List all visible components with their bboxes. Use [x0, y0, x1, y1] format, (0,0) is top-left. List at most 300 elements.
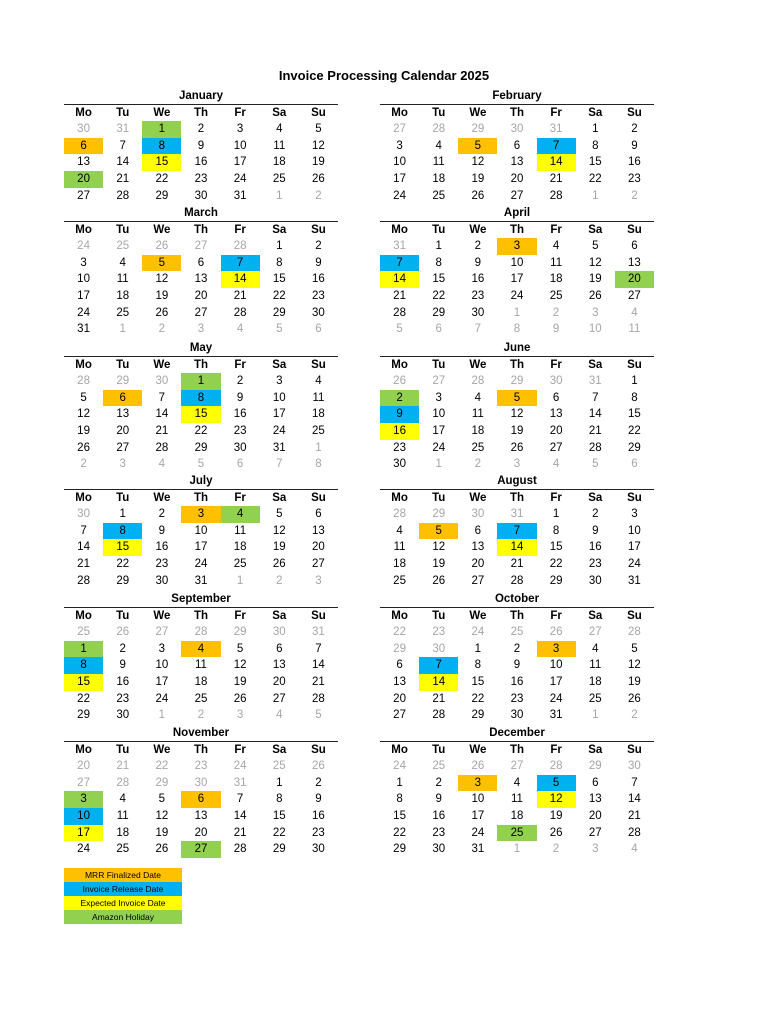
weekday-label: Su	[627, 224, 642, 236]
day-cell: 17	[432, 425, 446, 438]
day-cell: 26	[312, 173, 325, 186]
day-cell: 16	[312, 273, 325, 286]
week-row	[64, 423, 338, 440]
weekday-label: Sa	[272, 224, 287, 236]
weekday-label: Mo	[391, 359, 408, 371]
weekday-label: Sa	[272, 359, 287, 371]
day-cell: 23	[194, 760, 208, 772]
day-cell: 20	[393, 692, 406, 705]
day-cell: 29	[471, 123, 485, 135]
weekday-label: Tu	[116, 359, 130, 371]
day-cell: 30	[194, 189, 208, 202]
day-cell: 28	[233, 240, 247, 252]
week-row	[64, 691, 338, 708]
day-cell: 30	[393, 458, 406, 471]
day-cell: 9	[315, 256, 322, 269]
day-cell: 30	[116, 709, 130, 722]
day-cell: 26	[471, 760, 485, 772]
week-row	[64, 506, 338, 523]
day-cell: 28	[194, 626, 208, 638]
day-cell: 13	[588, 793, 602, 806]
day-cell: 7	[158, 391, 166, 404]
month-june	[380, 340, 654, 473]
day-cell: 8	[435, 256, 442, 269]
week-row	[380, 691, 654, 708]
day-cell: 11	[195, 659, 207, 672]
week-row	[380, 188, 654, 205]
month-november	[64, 725, 338, 858]
week-row	[64, 171, 338, 188]
day-cell: 29	[194, 441, 208, 454]
day-cell: 18	[549, 273, 563, 286]
day-cell: 12	[77, 408, 90, 421]
day-cell: 22	[628, 425, 641, 438]
day-cell: 24	[194, 558, 208, 571]
day-cell: 3	[119, 458, 126, 471]
weekday-label: We	[153, 744, 171, 756]
day-cell: 18	[233, 541, 247, 554]
weekday-label: Fr	[234, 744, 246, 756]
day-cell: 7	[474, 323, 482, 336]
day-cell: 25	[588, 692, 602, 705]
day-cell: 18	[272, 156, 286, 169]
day-cell: 8	[315, 458, 322, 471]
weekday-label: Su	[627, 107, 642, 119]
day-cell: 3	[276, 375, 283, 387]
day-cell: 2	[592, 508, 599, 520]
month-december	[380, 725, 654, 858]
day-cell: 11	[628, 323, 641, 336]
day-cell: 16	[116, 676, 130, 689]
day-cell: 4	[631, 306, 638, 319]
day-cell: 20	[471, 558, 485, 571]
day-cell: 28	[432, 123, 446, 135]
day-cell: 4	[513, 776, 521, 789]
weekday-label: Fr	[234, 610, 246, 622]
weekday-label: Tu	[116, 107, 130, 119]
day-cell: 13	[510, 156, 524, 169]
day-cell-exp: 17	[64, 825, 103, 842]
week-row	[380, 657, 654, 674]
weekday-label: Tu	[432, 744, 446, 756]
day-cell: 31	[77, 323, 90, 336]
day-cell: 21	[393, 290, 406, 303]
day-cell: 12	[312, 139, 325, 152]
weekday-label: Tu	[432, 610, 446, 622]
day-cell: 25	[312, 425, 325, 438]
day-cell: 31	[194, 574, 208, 587]
weekday-label: Fr	[550, 107, 562, 119]
day-cell: 4	[592, 642, 599, 655]
day-cell: 15	[628, 408, 641, 421]
week-row	[380, 390, 654, 407]
day-cell: 5	[631, 642, 638, 655]
week-row	[64, 121, 338, 138]
weekday-label: We	[469, 107, 487, 119]
day-cell-exp: 14	[380, 271, 419, 288]
day-cell: 16	[194, 156, 208, 169]
day-cell: 19	[272, 541, 286, 554]
day-cell: 9	[474, 256, 482, 269]
day-cell: 28	[77, 375, 90, 387]
day-cell: 13	[194, 810, 208, 823]
day-cell: 16	[233, 408, 247, 421]
day-cell: 20	[116, 425, 130, 438]
day-cell: 18	[194, 676, 208, 689]
weekday-label: Mo	[75, 224, 92, 236]
day-cell: 21	[116, 760, 130, 772]
day-cell-mrr: 3	[497, 238, 536, 255]
day-cell: 7	[592, 391, 599, 404]
day-cell: 4	[119, 256, 126, 269]
day-cell: 10	[510, 256, 524, 269]
month-name: February	[492, 90, 542, 102]
day-cell: 29	[393, 642, 406, 655]
day-cell: 7	[315, 642, 322, 655]
month-october	[380, 591, 654, 724]
weekday-header	[380, 607, 654, 624]
week-row	[64, 154, 338, 171]
day-cell: 27	[393, 123, 406, 135]
weekday-label: We	[469, 359, 487, 371]
day-cell: 17	[233, 156, 247, 169]
weekday-label: We	[153, 492, 171, 504]
day-cell: 3	[435, 391, 442, 404]
day-cell: 6	[276, 642, 283, 655]
day-cell: 10	[194, 524, 208, 537]
day-cell: 17	[393, 173, 406, 186]
week-row	[64, 573, 338, 590]
day-cell-rel: 8	[103, 523, 142, 540]
week-row	[380, 373, 654, 390]
day-cell: 29	[393, 843, 406, 856]
day-cell: 2	[158, 508, 166, 520]
day-cell: 4	[396, 524, 403, 537]
day-cell: 7	[631, 776, 638, 789]
weekday-label: Fr	[550, 492, 562, 504]
day-cell-hol: 4	[221, 506, 260, 523]
day-cell: 19	[588, 273, 602, 286]
day-cell-rel: 8	[142, 138, 181, 155]
week-row	[380, 641, 654, 658]
day-cell: 13	[312, 524, 325, 537]
day-cell: 20	[549, 425, 563, 438]
week-row	[64, 758, 338, 775]
day-cell: 9	[236, 391, 244, 404]
day-cell: 14	[77, 541, 90, 554]
weekday-header	[380, 356, 654, 373]
day-cell: 6	[396, 659, 403, 672]
month-name: December	[489, 727, 545, 739]
week-row	[380, 238, 654, 255]
week-row	[64, 523, 338, 540]
day-cell: 16	[155, 541, 169, 554]
day-cell: 11	[273, 139, 286, 152]
day-cell: 21	[116, 173, 130, 186]
day-cell: 27	[393, 709, 406, 722]
day-cell: 29	[272, 843, 286, 856]
day-cell: 15	[393, 810, 406, 823]
day-cell: 17	[510, 273, 524, 286]
day-cell: 17	[628, 541, 641, 554]
week-row	[64, 808, 338, 825]
day-cell: 5	[236, 642, 244, 655]
week-row	[380, 138, 654, 155]
month-september	[64, 591, 338, 724]
day-cell: 28	[588, 441, 602, 454]
day-cell: 30	[77, 508, 90, 520]
week-row	[64, 641, 338, 658]
month-name: April	[503, 207, 531, 219]
day-cell: 8	[592, 139, 599, 152]
day-cell: 29	[116, 574, 130, 587]
day-cell-rel: 7	[380, 255, 419, 272]
month-august	[380, 473, 654, 589]
day-cell: 17	[471, 810, 485, 823]
day-cell-exp: 12	[537, 791, 576, 808]
day-cell: 24	[393, 760, 406, 772]
day-cell: 28	[116, 776, 130, 789]
day-cell: 5	[592, 458, 599, 471]
day-cell: 11	[511, 793, 523, 806]
week-row	[380, 775, 654, 792]
weekday-label: Fr	[234, 107, 246, 119]
month-name: October	[494, 593, 540, 605]
day-cell: 4	[236, 323, 244, 336]
day-cell: 11	[550, 256, 563, 269]
week-row	[64, 390, 338, 407]
day-cell: 26	[312, 760, 325, 772]
day-cell: 13	[272, 659, 286, 672]
week-row	[380, 154, 654, 171]
day-cell: 23	[510, 692, 524, 705]
week-row	[380, 791, 654, 808]
day-cell: 16	[588, 541, 602, 554]
weekday-label: Th	[193, 610, 209, 622]
weekday-header	[64, 356, 338, 373]
weekday-label: Th	[509, 744, 525, 756]
day-cell: 28	[233, 306, 247, 319]
day-cell: 8	[276, 256, 283, 269]
weekday-label: Fr	[234, 492, 246, 504]
day-cell: 31	[549, 123, 563, 135]
week-row	[64, 255, 338, 272]
day-cell: 9	[513, 659, 521, 672]
day-cell: 26	[432, 574, 446, 587]
week-row	[64, 188, 338, 205]
day-cell: 29	[588, 760, 602, 772]
day-cell: 11	[234, 524, 247, 537]
week-row	[64, 238, 338, 255]
day-cell: 6	[631, 240, 638, 252]
weekday-label: Tu	[432, 224, 446, 236]
weekday-label: Sa	[272, 492, 287, 504]
day-cell: 10	[628, 524, 641, 537]
day-cell: 22	[155, 760, 169, 772]
day-cell: 5	[315, 123, 322, 135]
day-cell: 8	[513, 323, 521, 336]
day-cell: 24	[471, 626, 485, 638]
day-cell: 27	[194, 240, 208, 252]
day-cell: 27	[628, 290, 641, 303]
day-cell: 3	[592, 843, 599, 856]
day-cell: 13	[393, 676, 406, 689]
week-row	[380, 288, 654, 305]
month-name: June	[503, 342, 531, 354]
weekday-label: We	[153, 359, 171, 371]
day-cell: 25	[272, 173, 286, 186]
weekday-label: Th	[193, 492, 209, 504]
day-cell: 27	[312, 558, 325, 571]
day-cell: 18	[471, 425, 485, 438]
day-cell: 23	[155, 558, 169, 571]
day-cell: 30	[628, 760, 641, 772]
day-cell: 9	[119, 659, 126, 672]
day-cell-rel: 7	[537, 138, 576, 155]
day-cell-mrr: 3	[181, 506, 220, 523]
day-cell-rel: 8	[181, 390, 220, 407]
day-cell: 27	[510, 760, 524, 772]
day-cell: 25	[432, 189, 446, 202]
month-february	[380, 88, 654, 204]
day-cell: 6	[592, 776, 599, 789]
day-cell: 5	[80, 391, 87, 404]
weekday-label: Sa	[272, 610, 287, 622]
day-cell: 29	[549, 574, 563, 587]
day-cell: 21	[233, 290, 247, 303]
day-cell: 18	[588, 676, 602, 689]
day-cell: 27	[116, 441, 130, 454]
day-cell: 16	[312, 810, 325, 823]
week-row	[380, 523, 654, 540]
weekday-label: Mo	[391, 610, 408, 622]
week-row	[64, 841, 338, 858]
weekday-header	[64, 607, 338, 624]
day-cell: 4	[276, 123, 283, 135]
weekday-label: Su	[627, 359, 642, 371]
day-cell-exp: 15	[181, 406, 220, 423]
weekday-label: Sa	[588, 107, 603, 119]
month-april	[380, 205, 654, 338]
day-cell: 12	[628, 659, 641, 672]
day-cell: 1	[474, 642, 482, 655]
day-cell: 30	[432, 843, 446, 856]
legend-hol: Amazon Holiday	[64, 910, 182, 924]
day-cell: 12	[233, 659, 247, 672]
day-cell: 3	[236, 123, 244, 135]
day-cell: 1	[276, 776, 283, 789]
day-cell: 28	[312, 692, 325, 705]
day-cell: 26	[393, 375, 406, 387]
day-cell: 27	[510, 189, 524, 202]
week-row	[64, 539, 338, 556]
day-cell: 9	[552, 323, 560, 336]
day-cell-exp: 15	[103, 539, 142, 556]
day-cell: 31	[393, 240, 406, 252]
day-cell: 1	[435, 458, 442, 471]
day-cell-rel: 5	[537, 775, 576, 792]
day-cell: 6	[513, 139, 521, 152]
day-cell: 25	[233, 558, 247, 571]
day-cell: 24	[77, 843, 90, 856]
day-cell-mrr: 5	[458, 138, 497, 155]
day-cell: 25	[116, 306, 130, 319]
day-cell: 10	[432, 408, 446, 421]
day-cell: 15	[471, 676, 485, 689]
day-cell: 31	[272, 441, 286, 454]
day-cell: 8	[474, 659, 482, 672]
weekday-label: Th	[509, 224, 525, 236]
week-row	[380, 423, 654, 440]
legend	[64, 868, 182, 924]
weekday-label: Fr	[550, 359, 562, 371]
day-cell: 13	[628, 256, 641, 269]
day-cell: 10	[588, 323, 602, 336]
weekday-label: Mo	[391, 744, 408, 756]
day-cell: 21	[233, 826, 247, 839]
day-cell: 6	[631, 458, 638, 471]
day-cell: 10	[272, 391, 286, 404]
day-cell: 11	[432, 156, 445, 169]
day-cell: 17	[549, 676, 563, 689]
day-cell: 30	[432, 642, 446, 655]
day-cell: 30	[312, 843, 325, 856]
day-cell: 13	[77, 156, 90, 169]
day-cell: 6	[236, 458, 244, 471]
day-cell: 20	[77, 760, 90, 772]
day-cell: 23	[194, 173, 208, 186]
day-cell: 7	[276, 458, 283, 471]
day-cell: 15	[549, 541, 563, 554]
day-cell: 8	[631, 391, 638, 404]
day-cell: 17	[155, 676, 169, 689]
day-cell: 3	[592, 306, 599, 319]
day-cell: 18	[116, 290, 130, 303]
weekday-label: Th	[509, 492, 525, 504]
day-cell: 27	[549, 441, 563, 454]
day-cell: 12	[432, 541, 446, 554]
day-cell-mrr: 6	[181, 791, 220, 808]
day-cell: 20	[510, 173, 524, 186]
weekday-label: We	[469, 610, 487, 622]
day-cell: 26	[155, 843, 169, 856]
day-cell-hol: 20	[64, 171, 103, 188]
legend-exp: Expected Invoice Date	[64, 896, 182, 910]
day-cell: 10	[155, 659, 169, 672]
day-cell: 23	[588, 558, 602, 571]
page-title: Invoice Processing Calendar 2025	[278, 68, 490, 83]
day-cell: 27	[272, 692, 286, 705]
day-cell: 26	[588, 290, 602, 303]
day-cell: 25	[432, 760, 446, 772]
day-cell: 13	[194, 273, 208, 286]
day-cell: 4	[158, 458, 166, 471]
day-cell-exp: 14	[497, 539, 536, 556]
day-cell: 28	[510, 574, 524, 587]
day-cell: 1	[513, 306, 521, 319]
weekday-label: Mo	[391, 492, 408, 504]
weekday-label: Th	[193, 744, 209, 756]
day-cell: 30	[272, 626, 286, 638]
week-row	[64, 556, 338, 573]
day-cell: 22	[471, 692, 485, 705]
day-cell: 3	[631, 508, 638, 520]
day-cell: 26	[628, 692, 641, 705]
week-row	[380, 171, 654, 188]
day-cell: 4	[474, 391, 482, 404]
day-cell: 1	[435, 240, 442, 252]
day-cell-hol: 25	[497, 825, 536, 842]
